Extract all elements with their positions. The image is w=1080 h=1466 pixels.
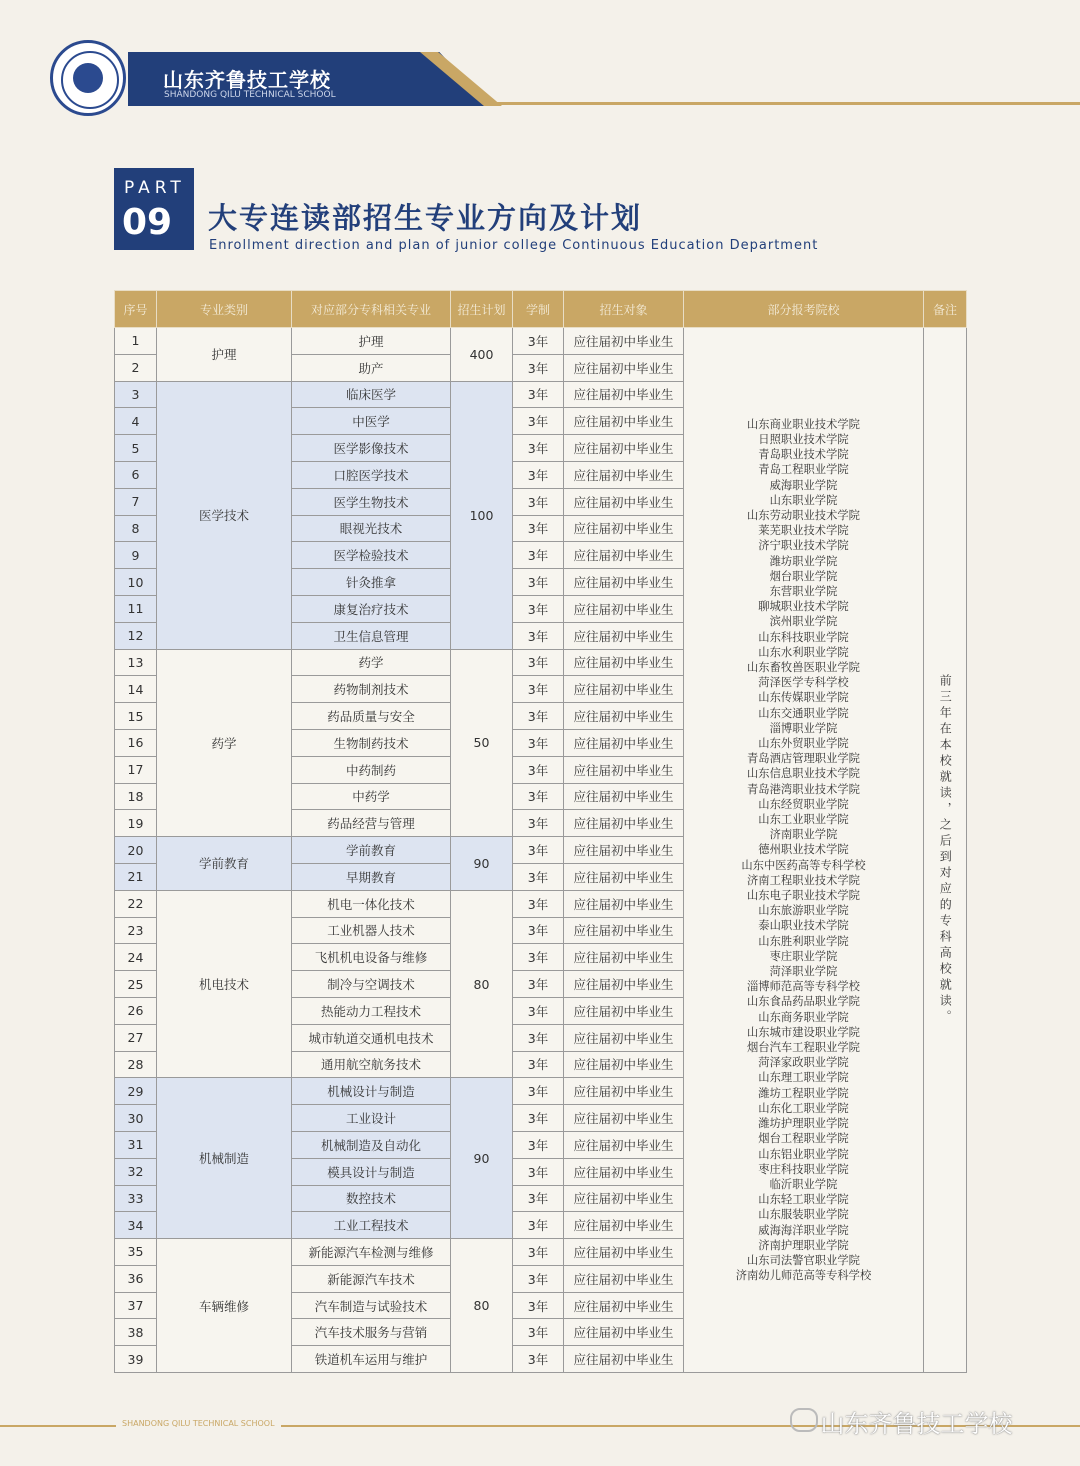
school-item: 菏泽医学专科学校 bbox=[758, 676, 849, 690]
school-item: 淄博师范高等专科学校 bbox=[747, 980, 860, 994]
table-header-row bbox=[115, 291, 967, 328]
duration-cell: 3年 bbox=[513, 703, 564, 730]
plan-cell: 80 bbox=[451, 1239, 513, 1373]
school-item: 山东旅游职业学院 bbox=[758, 904, 849, 918]
row-index: 21 bbox=[115, 863, 157, 890]
major-cell: 新能源汽车检测与维修 bbox=[292, 1239, 451, 1266]
target-cell: 应往届初中毕业生 bbox=[564, 1105, 684, 1132]
row-index: 8 bbox=[115, 515, 157, 542]
school-item: 泰山职业技术学院 bbox=[758, 919, 849, 933]
target-cell: 应往届初中毕业生 bbox=[564, 997, 684, 1024]
major-cell: 药品经营与管理 bbox=[292, 810, 451, 837]
target-cell: 应往届初中毕业生 bbox=[564, 810, 684, 837]
header-index: 序号 bbox=[115, 291, 157, 328]
row-index: 38 bbox=[115, 1319, 157, 1346]
school-item: 济南幼儿师范高等专科学校 bbox=[735, 1269, 872, 1283]
duration-cell: 3年 bbox=[513, 917, 564, 944]
category-cell: 学前教育 bbox=[157, 837, 292, 891]
row-index: 12 bbox=[115, 622, 157, 649]
school-item: 淄博职业学院 bbox=[769, 721, 838, 735]
school-item: 山东铝业职业学院 bbox=[758, 1147, 849, 1161]
duration-cell: 3年 bbox=[513, 756, 564, 783]
target-cell: 应往届初中毕业生 bbox=[564, 1185, 684, 1212]
target-cell: 应往届初中毕业生 bbox=[564, 1212, 684, 1239]
school-logo bbox=[50, 40, 126, 116]
major-cell: 药品质量与安全 bbox=[292, 703, 451, 730]
major-cell: 学前教育 bbox=[292, 837, 451, 864]
target-cell: 应往届初中毕业生 bbox=[564, 1131, 684, 1158]
major-cell: 中医学 bbox=[292, 408, 451, 435]
duration-cell: 3年 bbox=[513, 1078, 564, 1105]
header-schools: 部分报考院校 bbox=[684, 291, 924, 328]
major-cell: 汽车技术服务与营销 bbox=[292, 1319, 451, 1346]
row-index: 24 bbox=[115, 944, 157, 971]
note-cell bbox=[924, 328, 967, 1373]
target-cell: 应往届初中毕业生 bbox=[564, 944, 684, 971]
school-name: 山东齐鲁技工学校 bbox=[163, 68, 331, 92]
duration-cell: 3年 bbox=[513, 622, 564, 649]
school-item: 山东传媒职业学院 bbox=[758, 691, 849, 705]
target-cell: 应往届初中毕业生 bbox=[564, 515, 684, 542]
header-major: 对应部分专科相关专业 bbox=[292, 291, 451, 328]
school-item: 莱芜职业技术学院 bbox=[758, 524, 849, 538]
row-index: 4 bbox=[115, 408, 157, 435]
target-cell: 应往届初中毕业生 bbox=[564, 569, 684, 596]
row-index: 31 bbox=[115, 1131, 157, 1158]
duration-cell: 3年 bbox=[513, 649, 564, 676]
major-cell: 中药学 bbox=[292, 783, 451, 810]
school-item: 山东化工职业学院 bbox=[758, 1101, 849, 1115]
header-plan: 招生计划 bbox=[451, 291, 513, 328]
major-cell: 模具设计与制造 bbox=[292, 1158, 451, 1185]
row-index: 20 bbox=[115, 837, 157, 864]
plan-cell: 400 bbox=[451, 328, 513, 382]
school-item: 山东胜利职业学院 bbox=[758, 934, 849, 948]
school-item: 山东电子职业技术学院 bbox=[747, 889, 860, 903]
part-label: PART bbox=[124, 178, 186, 198]
duration-cell: 3年 bbox=[513, 1346, 564, 1373]
target-cell: 应往届初中毕业生 bbox=[564, 1346, 684, 1373]
row-index: 36 bbox=[115, 1265, 157, 1292]
part-badge bbox=[114, 168, 194, 250]
target-cell: 应往届初中毕业生 bbox=[564, 328, 684, 355]
header-target: 招生对象 bbox=[564, 291, 684, 328]
duration-cell: 3年 bbox=[513, 729, 564, 756]
major-cell: 针灸推拿 bbox=[292, 569, 451, 596]
category-cell: 护理 bbox=[157, 328, 292, 382]
school-item: 山东外贸职业学院 bbox=[758, 737, 849, 751]
school-item: 潍坊护理职业学院 bbox=[758, 1117, 849, 1131]
duration-cell: 3年 bbox=[513, 1158, 564, 1185]
school-item: 山东商务职业学院 bbox=[758, 1010, 849, 1024]
major-cell: 医学检验技术 bbox=[292, 542, 451, 569]
school-item: 烟台职业学院 bbox=[769, 569, 838, 583]
row-index: 32 bbox=[115, 1158, 157, 1185]
school-item: 山东中医药高等专科学校 bbox=[741, 858, 866, 872]
row-index: 7 bbox=[115, 488, 157, 515]
category-cell: 机电技术 bbox=[157, 890, 292, 1078]
major-cell: 机械制造及自动化 bbox=[292, 1131, 451, 1158]
major-cell: 城市轨道交通机电技术 bbox=[292, 1024, 451, 1051]
major-cell: 医学生物技术 bbox=[292, 488, 451, 515]
target-cell: 应往届初中毕业生 bbox=[564, 435, 684, 462]
target-cell: 应往届初中毕业生 bbox=[564, 622, 684, 649]
target-cell: 应往届初中毕业生 bbox=[564, 1319, 684, 1346]
major-cell: 工业工程技术 bbox=[292, 1212, 451, 1239]
plan-cell: 50 bbox=[451, 649, 513, 837]
plan-cell: 100 bbox=[451, 381, 513, 649]
page-subtitle: Enrollment direction and plan of junior college Continuous Education Department bbox=[209, 238, 819, 253]
school-item: 山东城市建设职业学院 bbox=[747, 1025, 860, 1039]
target-cell: 应往届初中毕业生 bbox=[564, 837, 684, 864]
school-item: 山东食品药品职业学院 bbox=[747, 995, 860, 1009]
duration-cell: 3年 bbox=[513, 837, 564, 864]
duration-cell: 3年 bbox=[513, 1131, 564, 1158]
major-cell: 护理 bbox=[292, 328, 451, 355]
row-index: 22 bbox=[115, 890, 157, 917]
school-item: 山东畜牧兽医职业学院 bbox=[747, 661, 860, 674]
school-item: 枣庄科技职业学院 bbox=[758, 1162, 849, 1176]
header-note: 备注 bbox=[924, 291, 967, 328]
school-item: 烟台汽车工程职业学院 bbox=[747, 1041, 860, 1055]
major-cell: 早期教育 bbox=[292, 863, 451, 890]
major-cell: 制冷与空调技术 bbox=[292, 971, 451, 998]
part-number: 09 bbox=[122, 202, 173, 243]
lotus-icon bbox=[73, 63, 103, 93]
duration-cell: 3年 bbox=[513, 381, 564, 408]
duration-cell: 3年 bbox=[513, 1265, 564, 1292]
school-item: 临沂职业学院 bbox=[769, 1177, 838, 1191]
header-duration: 学制 bbox=[513, 291, 564, 328]
duration-cell: 3年 bbox=[513, 890, 564, 917]
school-item: 菏泽家政职业学院 bbox=[758, 1056, 849, 1070]
target-cell: 应往届初中毕业生 bbox=[564, 1024, 684, 1051]
duration-cell: 3年 bbox=[513, 488, 564, 515]
footer-school-en: SHANDONG QILU TECHNICAL SCHOOL bbox=[116, 1419, 281, 1428]
school-item: 枣庄职业学院 bbox=[769, 949, 838, 963]
duration-cell: 3年 bbox=[513, 408, 564, 435]
school-item: 山东交通职业学院 bbox=[758, 706, 849, 720]
row-index: 18 bbox=[115, 783, 157, 810]
target-cell: 应往届初中毕业生 bbox=[564, 408, 684, 435]
major-cell: 临床医学 bbox=[292, 381, 451, 408]
duration-cell: 3年 bbox=[513, 435, 564, 462]
duration-cell: 3年 bbox=[513, 1105, 564, 1132]
row-index: 11 bbox=[115, 595, 157, 622]
duration-cell: 3年 bbox=[513, 569, 564, 596]
major-cell: 铁道机车运用与维护 bbox=[292, 1346, 451, 1373]
table-row bbox=[115, 328, 967, 355]
duration-cell: 3年 bbox=[513, 595, 564, 622]
row-index: 9 bbox=[115, 542, 157, 569]
duration-cell: 3年 bbox=[513, 354, 564, 381]
target-cell: 应往届初中毕业生 bbox=[564, 917, 684, 944]
target-cell: 应往届初中毕业生 bbox=[564, 649, 684, 676]
row-index: 19 bbox=[115, 810, 157, 837]
header-gold-line bbox=[490, 102, 1080, 105]
school-item: 青岛港湾职业技术学院 bbox=[747, 782, 860, 796]
row-index: 3 bbox=[115, 381, 157, 408]
duration-cell: 3年 bbox=[513, 810, 564, 837]
school-item: 烟台工程职业学院 bbox=[758, 1132, 849, 1146]
duration-cell: 3年 bbox=[513, 1051, 564, 1078]
watermark bbox=[790, 1404, 1013, 1439]
school-item: 山东司法警官职业学院 bbox=[747, 1253, 860, 1267]
row-index: 34 bbox=[115, 1212, 157, 1239]
duration-cell: 3年 bbox=[513, 1239, 564, 1266]
target-cell: 应往届初中毕业生 bbox=[564, 461, 684, 488]
target-cell: 应往届初中毕业生 bbox=[564, 595, 684, 622]
target-cell: 应往届初中毕业生 bbox=[564, 1051, 684, 1078]
row-index: 23 bbox=[115, 917, 157, 944]
school-item: 青岛职业技术学院 bbox=[758, 448, 849, 462]
row-index: 27 bbox=[115, 1024, 157, 1051]
major-cell: 新能源汽车技术 bbox=[292, 1265, 451, 1292]
header-category: 专业类别 bbox=[157, 291, 292, 328]
school-item: 威海海洋职业学院 bbox=[758, 1223, 849, 1237]
target-cell: 应往届初中毕业生 bbox=[564, 1078, 684, 1105]
school-item: 聊城职业技术学院 bbox=[758, 600, 849, 614]
row-index: 10 bbox=[115, 569, 157, 596]
school-item: 德州职业技术学院 bbox=[758, 843, 849, 857]
duration-cell: 3年 bbox=[513, 971, 564, 998]
row-index: 16 bbox=[115, 729, 157, 756]
major-cell: 飞机机电设备与维修 bbox=[292, 944, 451, 971]
duration-cell: 3年 bbox=[513, 1024, 564, 1051]
school-item: 威海职业学院 bbox=[769, 478, 838, 492]
major-cell: 工业设计 bbox=[292, 1105, 451, 1132]
major-cell: 口腔医学技术 bbox=[292, 461, 451, 488]
target-cell: 应往届初中毕业生 bbox=[564, 890, 684, 917]
major-cell: 热能动力工程技术 bbox=[292, 997, 451, 1024]
school-item: 日照职业技术学院 bbox=[758, 432, 849, 446]
school-item: 济南职业学院 bbox=[769, 828, 838, 842]
major-cell: 药学 bbox=[292, 649, 451, 676]
school-item: 青岛酒店管理职业学院 bbox=[747, 752, 860, 766]
row-index: 33 bbox=[115, 1185, 157, 1212]
target-cell: 应往届初中毕业生 bbox=[564, 354, 684, 381]
school-item: 潍坊工程职业学院 bbox=[758, 1086, 849, 1100]
row-index: 13 bbox=[115, 649, 157, 676]
school-item: 山东工业职业学院 bbox=[758, 813, 849, 827]
school-item: 山东轻工职业学院 bbox=[758, 1193, 849, 1207]
row-index: 39 bbox=[115, 1346, 157, 1373]
row-index: 26 bbox=[115, 997, 157, 1024]
row-index: 6 bbox=[115, 461, 157, 488]
row-index: 5 bbox=[115, 435, 157, 462]
school-item: 山东商业职业技术学院 bbox=[747, 417, 860, 431]
enrollment-table bbox=[114, 290, 967, 1373]
row-index: 37 bbox=[115, 1292, 157, 1319]
plan-cell: 90 bbox=[451, 837, 513, 891]
category-cell: 医学技术 bbox=[157, 381, 292, 649]
row-index: 15 bbox=[115, 703, 157, 730]
school-item: 山东经贸职业学院 bbox=[758, 797, 849, 811]
row-index: 35 bbox=[115, 1239, 157, 1266]
school-item: 青岛工程职业学院 bbox=[758, 463, 849, 477]
target-cell: 应往届初中毕业生 bbox=[564, 1158, 684, 1185]
school-item: 东营职业学院 bbox=[769, 584, 838, 598]
target-cell: 应往届初中毕业生 bbox=[564, 703, 684, 730]
school-item: 山东职业学院 bbox=[769, 493, 838, 507]
school-item: 济南工程职业技术学院 bbox=[747, 873, 860, 887]
duration-cell: 3年 bbox=[513, 676, 564, 703]
duration-cell: 3年 bbox=[513, 1212, 564, 1239]
duration-cell: 3年 bbox=[513, 1319, 564, 1346]
target-cell: 应往届初中毕业生 bbox=[564, 1265, 684, 1292]
duration-cell: 3年 bbox=[513, 1292, 564, 1319]
page-title: 大专连读部招生专业方向及计划 bbox=[208, 201, 643, 235]
school-item: 潍坊职业学院 bbox=[769, 554, 838, 568]
target-cell: 应往届初中毕业生 bbox=[564, 783, 684, 810]
target-cell: 应往届初中毕业生 bbox=[564, 863, 684, 890]
major-cell: 眼视光技术 bbox=[292, 515, 451, 542]
school-name-en: SHANDONG QILU TECHNICAL SCHOOL bbox=[164, 90, 336, 100]
category-cell: 车辆维修 bbox=[157, 1239, 292, 1373]
major-cell: 卫生信息管理 bbox=[292, 622, 451, 649]
target-cell: 应往届初中毕业生 bbox=[564, 488, 684, 515]
target-cell: 应往届初中毕业生 bbox=[564, 676, 684, 703]
school-item: 山东理工职业学院 bbox=[758, 1071, 849, 1085]
category-cell: 药学 bbox=[157, 649, 292, 837]
row-index: 14 bbox=[115, 676, 157, 703]
duration-cell: 3年 bbox=[513, 863, 564, 890]
school-item: 济宁职业技术学院 bbox=[758, 539, 849, 553]
plan-cell: 80 bbox=[451, 890, 513, 1078]
school-item: 山东水利职业学院 bbox=[758, 645, 849, 659]
schools-cell bbox=[684, 328, 924, 1373]
major-cell: 工业机器人技术 bbox=[292, 917, 451, 944]
duration-cell: 3年 bbox=[513, 1185, 564, 1212]
row-index: 17 bbox=[115, 756, 157, 783]
school-item: 山东科技职业学院 bbox=[758, 630, 849, 644]
duration-cell: 3年 bbox=[513, 944, 564, 971]
major-cell: 康复治疗技术 bbox=[292, 595, 451, 622]
school-item: 济南护理职业学院 bbox=[758, 1238, 849, 1252]
duration-cell: 3年 bbox=[513, 328, 564, 355]
plan-cell: 90 bbox=[451, 1078, 513, 1239]
note-text: 前三年在本校就读，之后到对应的专科高校就读。 bbox=[938, 674, 953, 1027]
duration-cell: 3年 bbox=[513, 461, 564, 488]
major-cell: 医学影像技术 bbox=[292, 435, 451, 462]
duration-cell: 3年 bbox=[513, 997, 564, 1024]
row-index: 28 bbox=[115, 1051, 157, 1078]
major-cell: 中药制药 bbox=[292, 756, 451, 783]
school-item: 菏泽职业学院 bbox=[769, 965, 838, 979]
duration-cell: 3年 bbox=[513, 542, 564, 569]
major-cell: 通用航空航务技术 bbox=[292, 1051, 451, 1078]
school-item: 山东信息职业技术学院 bbox=[747, 767, 860, 781]
major-cell: 数控技术 bbox=[292, 1185, 451, 1212]
major-cell: 药物制剂技术 bbox=[292, 676, 451, 703]
row-index: 2 bbox=[115, 354, 157, 381]
duration-cell: 3年 bbox=[513, 515, 564, 542]
major-cell: 机械设计与制造 bbox=[292, 1078, 451, 1105]
major-cell: 机电一体化技术 bbox=[292, 890, 451, 917]
row-index: 1 bbox=[115, 328, 157, 355]
row-index: 30 bbox=[115, 1105, 157, 1132]
duration-cell: 3年 bbox=[513, 783, 564, 810]
target-cell: 应往届初中毕业生 bbox=[564, 542, 684, 569]
category-cell: 机械制造 bbox=[157, 1078, 292, 1239]
school-item: 山东劳动职业技术学院 bbox=[747, 508, 860, 522]
target-cell: 应往届初中毕业生 bbox=[564, 1292, 684, 1319]
target-cell: 应往届初中毕业生 bbox=[564, 971, 684, 998]
row-index: 29 bbox=[115, 1078, 157, 1105]
watermark-text: 山东齐鲁技工学校 bbox=[820, 1410, 1013, 1438]
target-cell: 应往届初中毕业生 bbox=[564, 1239, 684, 1266]
major-cell: 汽车制造与试验技术 bbox=[292, 1292, 451, 1319]
major-cell: 生物制药技术 bbox=[292, 729, 451, 756]
school-item: 滨州职业学院 bbox=[769, 615, 838, 629]
target-cell: 应往届初中毕业生 bbox=[564, 756, 684, 783]
school-item: 山东服装职业学院 bbox=[758, 1208, 849, 1222]
major-cell: 助产 bbox=[292, 354, 451, 381]
row-index: 25 bbox=[115, 971, 157, 998]
target-cell: 应往届初中毕业生 bbox=[564, 729, 684, 756]
target-cell: 应往届初中毕业生 bbox=[564, 381, 684, 408]
